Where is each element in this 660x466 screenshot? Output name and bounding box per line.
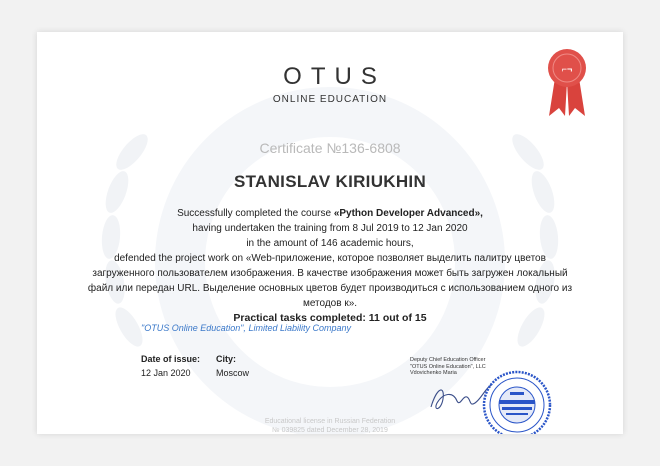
city-block (216, 352, 249, 380)
course-name: «Python Developer Advanced», (333, 208, 483, 219)
svg-text:⌐¬: ⌐¬ (561, 64, 573, 74)
signatory-title: Deputy Chief Education Officer (410, 357, 486, 363)
certificate-card (37, 32, 623, 434)
certificate-body (87, 206, 573, 326)
project-description: defended the project work on «Web-приложение, которое позволяет выделить палитру цветов загруженного пользователем изображения. В качестве изображения может быть загружен локальный файл или передан URL. Выделение основных цветов будет производиться с использованием одного из методов к». (87, 253, 573, 309)
certificate-number: Certificate №136-6808 (259, 140, 401, 156)
logo-mark: OTUS (283, 63, 386, 90)
otus-logo (37, 64, 623, 105)
academic-hours: in the amount of 146 academic hours, (246, 238, 414, 249)
course-line (87, 206, 573, 221)
course-prefix: Successfully completed the course (177, 208, 334, 219)
issue-date-label: Date of issue: (141, 354, 201, 364)
recipient-name: STANISLAV KIRIUKHIN (233, 172, 427, 191)
license-line2: № 039825 dated December 28, 2019 (272, 427, 388, 434)
signatory-company: "OTUS Online Education", LLC (410, 363, 486, 370)
city-value: Moscow (216, 368, 250, 378)
training-period: having undertaken the training from 8 Jul 2019 to 12 Jan 2020 (192, 223, 468, 234)
city-label: City: (216, 354, 236, 364)
signatory-name: Vdovichenko Maria (410, 370, 457, 376)
organization-link[interactable]: "OTUS Online Education", Limited Liability Company (141, 323, 351, 333)
logo-subtitle: ONLINE EDUCATION (272, 94, 388, 105)
issue-date-value: 12 Jan 2020 (141, 368, 191, 378)
practical-tasks: Practical tasks completed: 11 out of 15 (233, 312, 427, 324)
license-line1: Educational license in Russian Federation (264, 418, 396, 425)
issue-date-block (141, 352, 200, 380)
license-info (37, 417, 623, 434)
